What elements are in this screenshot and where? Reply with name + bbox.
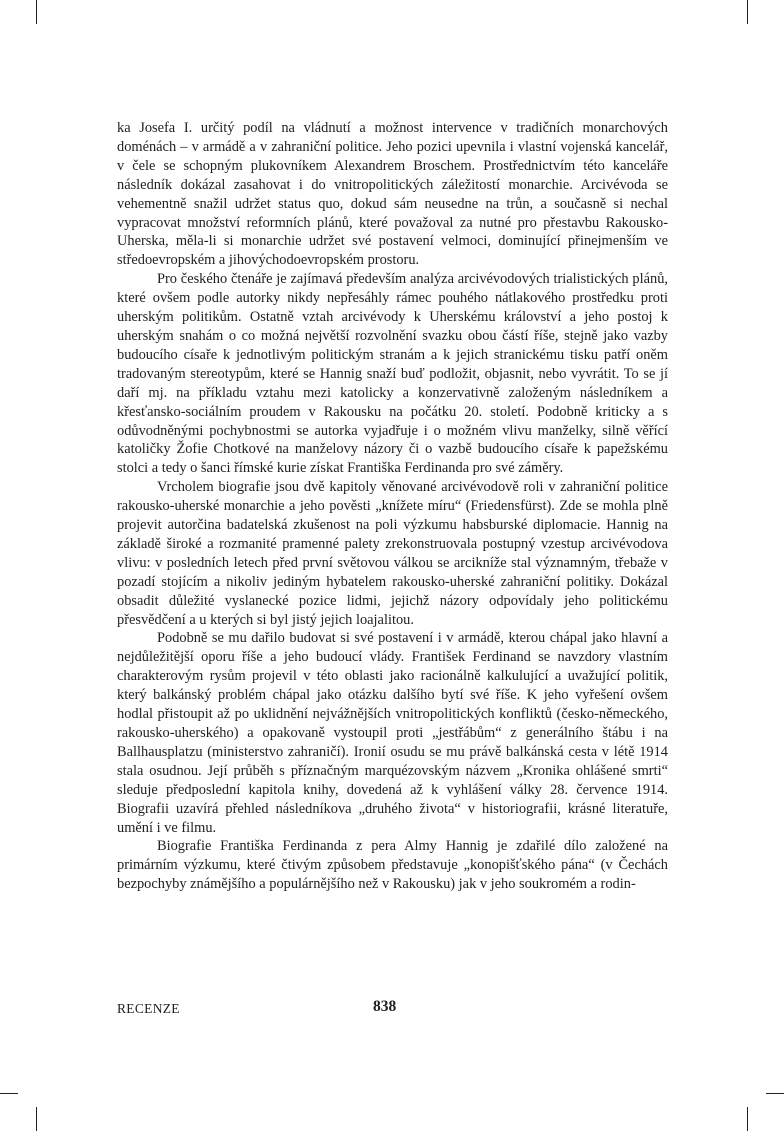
crop-mark-bottom-right [747, 1107, 748, 1131]
crop-mark-top-right [747, 0, 748, 24]
article-body [117, 119, 668, 894]
paragraph-2: Pro českého čtenáře je zajímavá především analýza arcivévodových trialistických plánů, které ovšem podle autorky nikdy nepřesáhly rámec pouhého nátlakového prostředku proti uherským politikům. Ostatně vztah arcivévody k Uherskému království a jeho postoj k uherským snahám o co možná největší rozvolnění svazku obou částí říše, stejně jako vazby budoucího císaře k jednotlivým politickým stranám a k jejich stranickému tisku patří oněm tradovaným stereotypům, které se Hannig snaží buď podložit, objasnit, nebo vyvrátit. To se jí daří mj. na příkladu vztahu mezi katolicky a konzervativně založeným následníkem a křesťansko-sociálním proudem v Rakousku na počátku 20. století. Podobně kriticky a s odůvodněnými pochybnostmi se autorka vyjadřuje i o možném vlivu manželky, silně věřící katoličky Žofie Chotkové na manželovy názory či o vazbě budoucího císaře k papežskému stolci a tedy o šanci římské kurie získat Františka Ferdinanda pro své záměry. [117, 271, 668, 477]
page-number: 838 [373, 998, 397, 1015]
crop-mark-left-bottom [0, 1093, 18, 1094]
crop-mark-right-bottom [766, 1093, 784, 1094]
crop-mark-top-left [36, 0, 37, 24]
paragraph-1: ka Josefa I. určitý podíl na vládnutí a možnost intervence v tradičních monarchových doménách – v armádě a v zahraniční politice. Jeho pozici upevnila i vlastní vojenská kancelář, v čele se schopným plukovníkem Alexandrem Broschem. Prostřednictvím této kanceláře následník dokázal zasahovat i do vnitropolitických záležitostí monarchie. Arcivévoda se vehementně snažil udržet status quo, dokud sám neusedne na trůn, a současně si nechal vypracovat množství reformních plánů, které považoval za nutné pro přestavbu Rakousko-Uherska, měla-li si monarchie udržet své postavení velmoci, dominující přinejmenším ve středoevropském a jihovýchodoevropském prostoru. [117, 120, 668, 269]
paragraph-4: Podobně se mu dařilo budovat si své postavení i v armádě, kterou chápal jako hlavní a nejdůležitější oporu říše a jeho budoucí vlády. František Ferdinand se navzdory vlastním charakterovým rysům projevil v této oblasti jako racionálně kalkulující a uvažující politik, který balkánský problém chápal jako otázku dalšího bytí své říše. K jeho vyřešení ovšem hodlal přistoupit až po uklidnění nejvážnějších vnitropolitických konfliktů (česko-německého, rakousko-uherského) a opakovaně vystoupil proti „jestřábům“ z generálního štábu i na Ballhausplatzu (ministerstvo zahraničí). Ironií osudu se mu právě balkánská cesta v létě 1914 stala osudnou. Její průběh s příznačným marquézovským názvem „Kronika ohlášené smrti“ sleduje předposlední kapitola knihy, dovedená až k vyhlášení války 28. července 1914. Biografii uzavírá přehled následníkova „druhého života“ v historiografii, krásné literatuře, umění i ve filmu. [117, 630, 668, 836]
paragraph-3: Vrcholem biografie jsou dvě kapitoly věnované arcivévodově roli v zahraniční politice rakousko-uherské monarchie a jeho pověsti „knížete míru“ (Friedensfürst). Zde se mohla plně projevit autorčina badatelská zkušenost na poli výzkumu habsburské diplomacie. Hannig na základě široké a rozmanité pramenné palety zrekonstruovala postupný vzestup arcivévodova vlivu: v posledních letech před první světovou válkou se arcikníže stal významným, třebaže v pozadí stojícím a nikoliv jediným hybatelem rakousko-uherské zahraniční politiky. Dokázal obsadit důležité vyslanecké pozice lidmi, jejichž názory odpovídaly jeho politickému přesvědčení a u kterých si byl jistý jejich loajalitou. [117, 479, 668, 628]
paragraph-5: Biografie Františka Ferdinanda z pera Almy Hannig je zdařilé dílo založené na primárním výzkumu, které čtivým způsobem představuje „konopišťského pána“ (v Čechách bezpochyby známějšího a populárnějšího než v Rakousku) jak v jeho soukromém a rodin- [117, 838, 668, 893]
running-footer-section: RECENZE [117, 1001, 180, 1016]
crop-mark-bottom-left [36, 1107, 37, 1131]
